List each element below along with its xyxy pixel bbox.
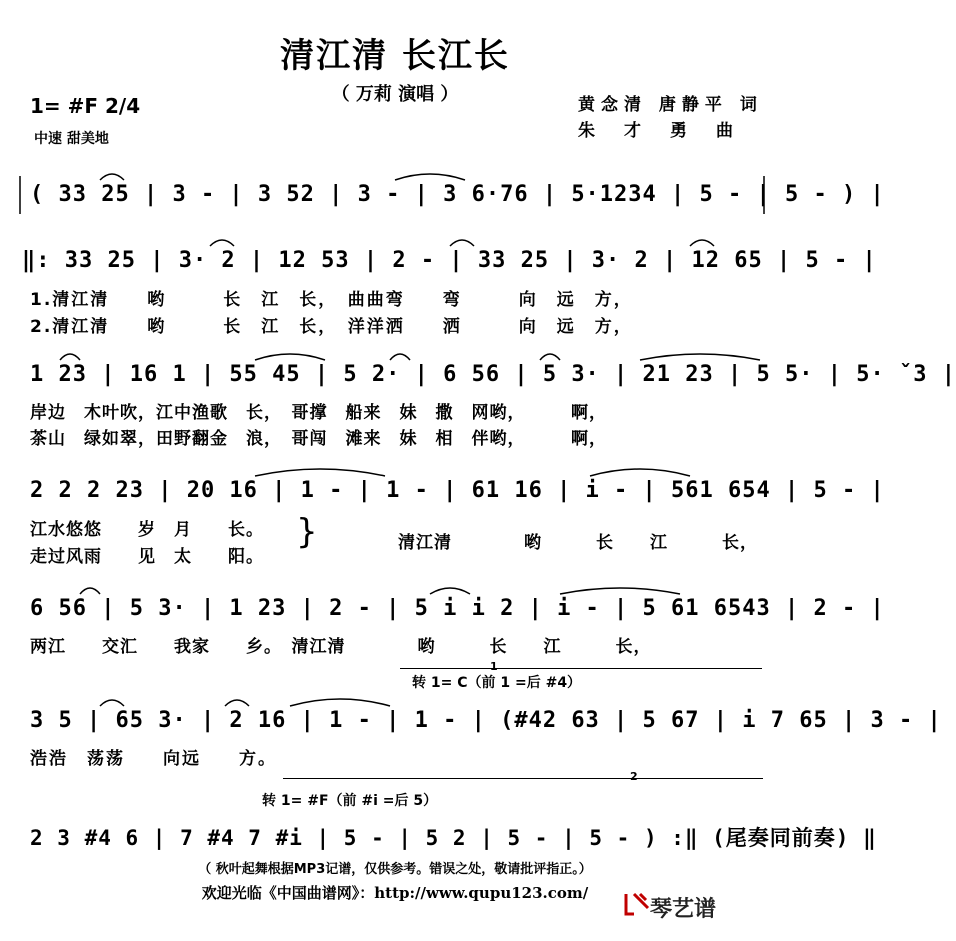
site-welcome: 欢迎光临《中国曲谱网》：http://www.qupu123.com/ [201,884,589,902]
lyricist-credit: 黄念清 唐静平 词 [578,95,763,115]
composer-credit: 朱 才 勇 曲 [578,121,739,141]
volta-2-label: 2 [630,770,638,783]
score-row-6: 3 5 | 65 3· | 2 16 | 1 - | 1 - | (#42 63 | 5 67 | i 7 65 | 3 - | [30,708,942,733]
volta-1-label: 1 [490,660,498,673]
lyric-row-2-verse-1: 1.清江清 哟 长 江 长， 曲曲弯 弯 向 远 方， [30,290,633,310]
modulation-to-c: 转 1= C（前 1 =后 #4） [412,675,582,691]
lyric-row-2-verse-2: 2.清江清 哟 长 江 长， 洋洋洒 洒 向 远 方， [30,317,633,337]
lyric-row-3-verse-1: 岸边 木叶吹，江中渔歌 长， 哥撑 船来 妹 撒 网哟， 啊， [30,403,607,423]
score-row-7: 2 3 #4 6 | 7 #4 7 #i | 5 - | 5 2 | 5 - | 5 - ) :‖ (尾奏同前奏) ‖ [30,826,877,850]
lyric-row-5: 两江 交汇 我家 乡。 清江清 哟 长 江 长， [30,637,652,657]
lyric-row-4-refrain: 清江清 哟 长 江 长， [398,533,758,553]
score-row-4: 2 2 2 23 | 20 16 | 1 - | 1 - | 61 16 | i - | 561 654 | 5 - | [30,478,885,503]
score-row-intro: ( 33 25 | 3 - | 3 52 | 3 - | 3 6·76 | 5·1234 | 5 - | 5 - ) | [30,182,885,207]
score-row-5: 6 56 | 5 3· | 1 23 | 2 - | 5 i i 2 | i - | 5 61 6543 | 2 - | [30,596,885,621]
lyric-row-4-verse-1: 江水悠悠 岁 月 长。 [30,520,264,540]
tempo-marking: 中速 甜美地 [34,131,109,147]
song-title: 清江清 长江长 [280,36,510,76]
lyric-row-4-verse-2: 走过风雨 见 太 阳。 [30,547,264,567]
singer-credit: （ 万莉 演唱 ） [331,84,459,105]
lyric-row-3-verse-2: 茶山 绿如翠，田野翻金 浪， 哥闯 滩来 妹 相 伴哟， 啊， [30,429,607,449]
score-row-3: 1 23 | 16 1 | 55 45 | 5 2· | 6 56 | 5 3· | 21 23 | 5 5· | 5· ˇ3 | [30,362,956,387]
score-row-2: ‖: 33 25 | 3· 2 | 12 53 | 2 - | 33 25 | 3· 2 | 12 65 | 5 - | [22,248,877,273]
site-logo-text: 琴艺谱 [650,897,717,922]
modulation-to-fsharp: 转 1= #F（前 #i =后 5） [262,793,438,809]
transcription-note: （ 秋叶起舞根据MP3记谱，仅供参考。错误之处，敬请批评指正。） [198,862,592,877]
lyric-brace: } [296,512,319,552]
lyric-row-6: 浩浩 荡荡 向远 方。 [30,749,277,769]
key-signature: 1= #F 2/4 [30,94,141,118]
